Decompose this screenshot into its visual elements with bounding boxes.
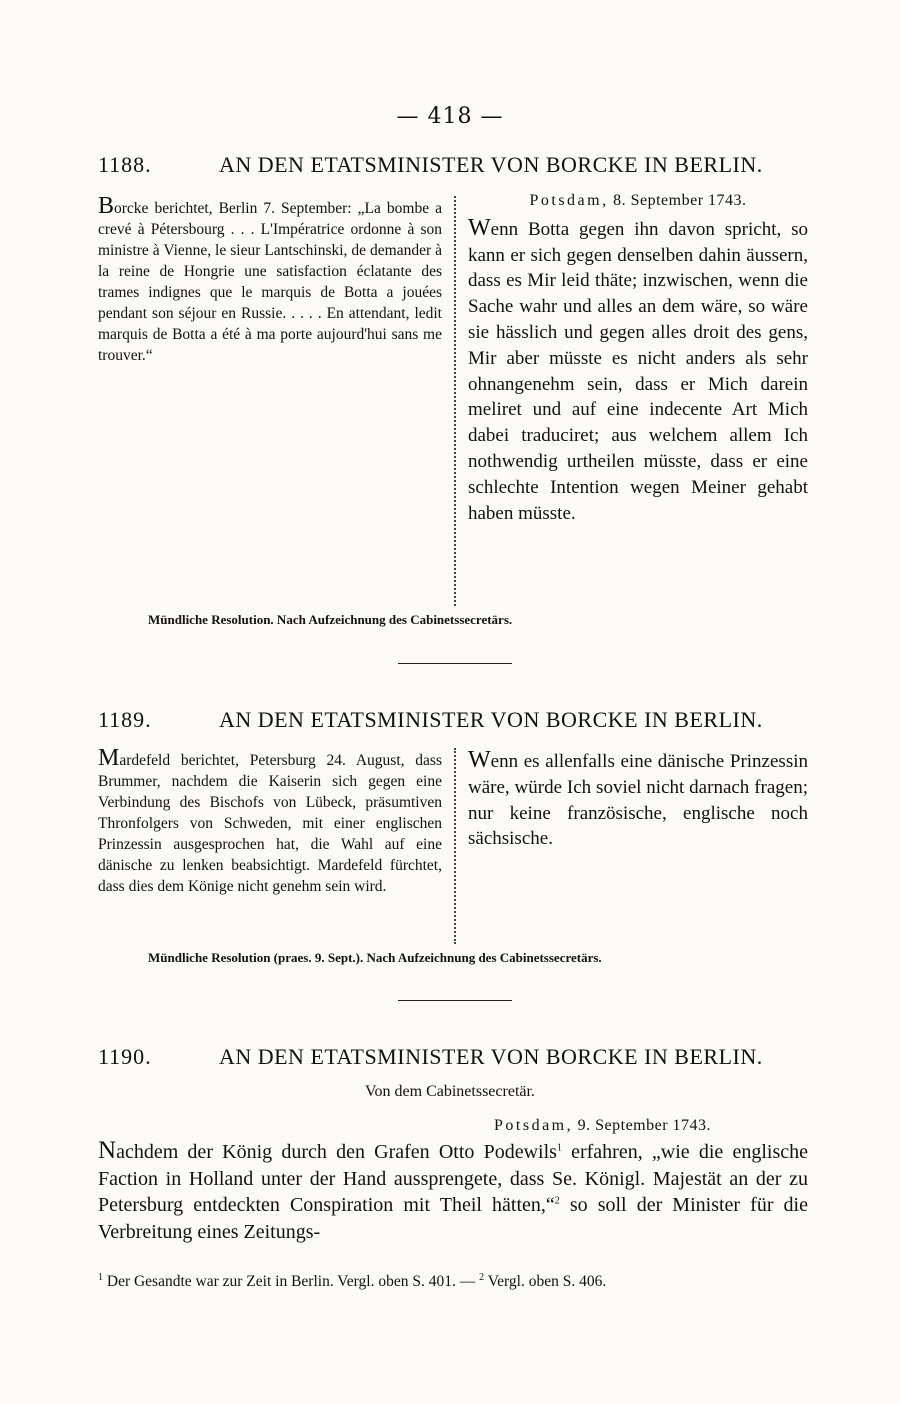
dateline [494, 1117, 711, 1135]
date-place: Potsdam, [494, 1117, 574, 1134]
summary-column-1188 [98, 193, 442, 366]
resolution-text: enn es allenfalls eine dänische Prinzessin wäre, würde Ich soviel nicht darnach fragen; nur keine französische, englische noch sächsische. [468, 751, 808, 850]
column-divider [454, 748, 456, 944]
footnote-ref-2[interactable]: 2 [554, 1195, 560, 1207]
footnotes [98, 1271, 808, 1292]
section-heading-1189 [98, 707, 810, 733]
drop-initial: W [468, 214, 491, 241]
date-place: Potsdam, [529, 192, 609, 209]
body-text-1: achdem der König durch den Grafen Otto Podewils [116, 1141, 557, 1163]
footnote-mark-2: 2 [479, 1271, 485, 1283]
section-title: AN DEN ETATSMINISTER VON BORCKE IN BERLIN. [218, 1044, 763, 1069]
page-number: — 418 — [396, 104, 504, 129]
drop-initial: M [98, 745, 120, 771]
summary-text: orcke berichtet, Berlin 7. September: „La bombe a crevé à Pétersbourg . . . L'Impératrice ordonne à son ministre à Vienne, le sieur Lantschinski, de demander à la reine de Hongrie une satisfaction éclatante des trames indignes que le marquis de Botta a jouées pendant son séjour en Russie. . . . . En attendant, ledit marquis de Botta a été à ma porte aujourd'hui sans me trouver.“ [98, 200, 442, 364]
section-heading-1190 [98, 1044, 810, 1070]
section-divider-rule [398, 1000, 512, 1001]
resolution-note: Mündliche Resolution (praes. 9. Sept.). Nach Aufzeichnung des Cabinetssecretärs. [148, 950, 602, 965]
drop-initial: W [468, 747, 491, 773]
subheading: Von dem Cabinetssecretär. [365, 1083, 535, 1100]
footnote-text-1: Der Gesandte war zur Zeit in Berlin. Vergl. oben S. 401. — [103, 1273, 480, 1290]
summary-column-1189 [98, 745, 442, 897]
footnote-ref-1[interactable]: 1 [556, 1142, 562, 1154]
resolution-column-1189 [468, 748, 808, 852]
resolution-text: enn Botta gegen ihn davon spricht, so kann er sich gegen denselben dahin äussern, dass es Mir leid thäte; inzwischen, wenn die Sache wahr und alles an dem wäre, so wäre sie hässlich und gegen alles droit des gens, Mir aber müsste es nicht anders als sehr ohnangenehm sein, dass er Mich darein meliret und auf eine indecente Art Mich dabei traduciret; aus welchem allem Ich nothwendig urtheilen müsste, dass er eine schlechte Intention wegen Meiner gehabt haben müsste. [468, 218, 808, 524]
body-paragraph [98, 1138, 808, 1245]
footnote-text-2: Vergl. oben S. 406. [484, 1273, 607, 1290]
drop-initial: B [98, 193, 115, 219]
section-heading-1188 [98, 152, 810, 178]
summary-text: ardefeld berichtet, Petersburg 24. August, dass Brummer, nachdem die Kaiserin sich gegen eine Verbindung des Bischofs von Lübeck, präsumtiven Thronfolgers von Schweden, mit einer englischen Prinzessin ausgesprochen hat, die Wahl auf eine dänische zu lenken beabsichtigt. Mardefeld fürchtet, dass dies dem Könige nicht genehm sein wird. [98, 752, 442, 895]
drop-initial: N [98, 1137, 117, 1164]
body-text-2: erfahren, „wie die englische Faction in Holland unter der Hand aussprengete, dass Se. Königl. Majestät an der zu Petersburg entdeckten Conspiration mit Theil hätten,“ [98, 1141, 808, 1216]
section-number: 1189. [98, 707, 152, 732]
footnote-mark-1: 1 [98, 1271, 103, 1283]
column-divider [454, 196, 456, 606]
section-title: AN DEN ETATSMINISTER VON BORCKE IN BERLIN. [218, 707, 763, 732]
resolution-column-1188 [468, 188, 808, 526]
resolution-note: Mündliche Resolution. Nach Aufzeichnung des Cabinetssecretärs. [148, 612, 513, 627]
dateline [468, 188, 808, 214]
body-text-3: so soll der Minister für die Verbreitung eines Zeitungs- [98, 1194, 808, 1243]
date-text: 8. September 1743. [608, 192, 747, 209]
date-text: 9. September 1743. [573, 1117, 712, 1134]
section-title: AN DEN ETATSMINISTER VON BORCKE IN BERLIN. [218, 152, 763, 177]
section-number: 1188. [98, 152, 152, 177]
section-number: 1190. [98, 1044, 152, 1069]
section-divider-rule [398, 663, 512, 664]
